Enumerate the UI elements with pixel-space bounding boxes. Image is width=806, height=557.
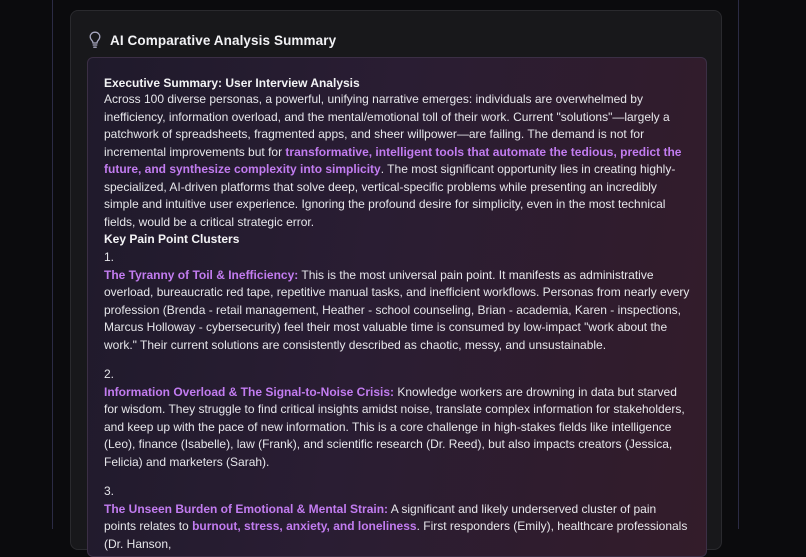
left-divider [52, 0, 53, 529]
list-item-text [104, 501, 690, 554]
list-item-body-end: . First responders (Emily), healthcare professionals (Dr. Hanson, [104, 519, 688, 551]
pain-point-heading: Key Pain Point Clusters [104, 232, 240, 246]
list-item-text [104, 384, 690, 472]
summary-highlight: transformative, intelligent tools that automate the tedious, predict the future, and synthesize complexity into simplicity [104, 144, 682, 176]
list-item [104, 483, 690, 553]
list-item-number: 2. [104, 367, 115, 381]
list-item-highlight: burnout, stress, anxiety, and loneliness [192, 519, 417, 533]
lightbulb-icon [89, 31, 101, 49]
executive-summary-heading: Executive Summary: User Interview Analysis [104, 76, 360, 90]
list-item [104, 249, 690, 354]
executive-summary-text [104, 91, 690, 231]
list-item-title: The Unseen Burden of Emotional & Mental Strain: [104, 501, 389, 516]
list-item [104, 366, 690, 471]
summary-text-end: . The most significant opportunity lies in creating highly-specialized, AI-driven platforms that solve deep, vertical-specific problems while presenting an incredibly simple and intuitive user experience. Ignoring the profound desire for simplicity, even in the most technical fields, would be a critical strategic error. [104, 162, 676, 229]
summary-text-start: Across 100 diverse personas, a powerful, unifying narrative emerges: individuals are overwhelmed by inefficiency, information overload, and the mental/emotional toll of their work. Current "solutions"—largely a patchwork of spreadsheets, fragmented apps, and sheer willpower—are failing. The demand is not for incremental improvements but for [104, 92, 670, 159]
list-item-body: This is the most universal pain point. It manifests as administrative overload, bureaucratic red tape, repetitive manual tasks, and inefficient workflows. Personas from nearly every profession (Brenda - retail management, Heather - school counseling, Brian - academia, Karen - inspections, Marcus Holloway - cybersecurity) feel their most valuable time is consumed by low-impact "work about the work." Their current solutions are consistently described as chaotic, messy, and unsustainable. [104, 267, 690, 352]
card-title: AI Comparative Analysis Summary [110, 32, 337, 48]
list-item-body: A significant and likely underserved cluster of pain points relates to [104, 501, 657, 533]
list-item-title: Information Overload & The Signal-to-Noise Crisis: [104, 384, 395, 399]
list-item-text [104, 267, 690, 355]
analysis-summary-card [70, 10, 722, 550]
list-item-number: 3. [104, 484, 115, 498]
list-item-title: The Tyranny of Toil & Inefficiency: [104, 267, 299, 282]
list-item-number: 1. [104, 250, 115, 264]
list-item-body: Knowledge workers are drowning in data but starved for wisdom. They struggle to find critical insights amidst noise, translate complex information for stakeholders, and keep up with the pace of new information. This is a core challenge in high-stakes fields like intelligence (Leo), finance (Isabelle), law (Frank), and scientific research (Dr. Reed), but also impacts creators (Jessica, Felicia) and marketers (Sarah). [104, 384, 685, 469]
card-header [89, 29, 336, 51]
right-divider [738, 0, 739, 529]
summary-panel [87, 57, 707, 557]
